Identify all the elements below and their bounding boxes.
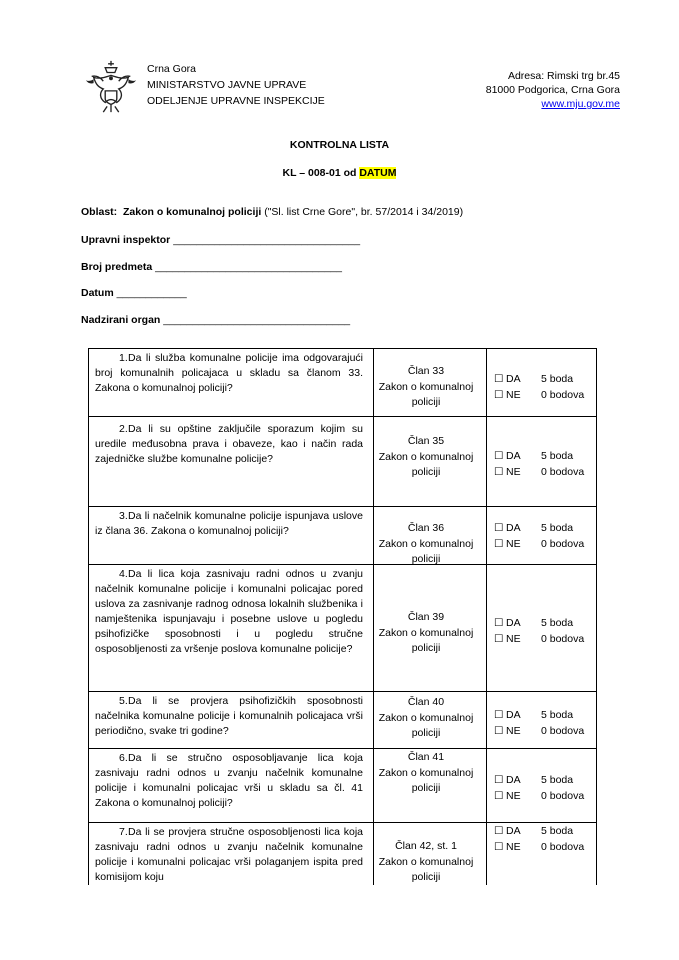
org-ministry: MINISTARSTVO JAVNE UPRAVE bbox=[147, 79, 307, 91]
field-blank[interactable]: ________________________________ bbox=[163, 314, 351, 326]
table-row-5-answer bbox=[494, 707, 594, 739]
table-border bbox=[486, 348, 487, 885]
table-border bbox=[88, 348, 597, 349]
document-code bbox=[0, 167, 679, 179]
field-label: Datum bbox=[81, 287, 114, 299]
checkbox-icon[interactable]: ☐ bbox=[494, 725, 504, 737]
item-number: 1. bbox=[119, 352, 128, 364]
checkbox-icon[interactable]: ☐ bbox=[494, 617, 504, 629]
answer-yes[interactable]: ☐ DA 5 boda bbox=[494, 617, 574, 629]
field-blank[interactable]: ____________ bbox=[116, 287, 187, 299]
montenegro-coat-of-arms-icon bbox=[82, 58, 140, 116]
item-number: 6. bbox=[119, 752, 128, 764]
checkbox-icon[interactable]: ☐ bbox=[494, 774, 504, 786]
answer-no[interactable]: ☐ NE 0 bodova bbox=[494, 389, 585, 401]
field-label: Broj predmeta bbox=[81, 261, 153, 273]
answer-no[interactable]: ☐ NE 0 bodova bbox=[494, 538, 585, 550]
table-row-6-answer bbox=[494, 772, 594, 804]
checkbox-icon[interactable]: ☐ bbox=[494, 841, 504, 853]
answer-yes[interactable]: ☐ DA 5 boda bbox=[494, 709, 574, 721]
answer-no[interactable]: ☐ NE 0 bodova bbox=[494, 633, 585, 645]
checkbox-icon[interactable]: ☐ bbox=[494, 538, 504, 550]
org-department: ODELJENJE UPRAVNE INSPEKCIJE bbox=[147, 95, 325, 107]
checkbox-icon[interactable]: ☐ bbox=[494, 450, 504, 462]
organization-block bbox=[147, 61, 325, 109]
question-text: Da li služba komunalne policije ima odgovarajući broj komunalnih policajaca u skladu sa članom 33. Zakona o komunalnoj policiji? bbox=[95, 352, 363, 394]
address-city: 81000 Podgorica, Crna Gora bbox=[485, 84, 620, 96]
table-row-3-answer bbox=[494, 520, 594, 552]
field-blank[interactable]: ________________________________ bbox=[173, 234, 361, 246]
article-number: Član 35 bbox=[407, 435, 445, 447]
item-number: 3. bbox=[119, 510, 128, 522]
table-row-4-answer bbox=[494, 615, 594, 647]
table-row-7-question bbox=[95, 825, 363, 885]
question-text: Da li lica koja zasnivaju radni odnos u zvanju načelnik komunalne policije i komunalni policajac pored uslova za zasnivanje radnog odnosa lokalnih službenika i namještenika ispunjavaju i posebne uslove u pogledu psihofizičke sposobnosti i u pogledu stručne osposobljenosti za vršenje poslova komunalne policije? bbox=[95, 568, 363, 655]
checkbox-icon[interactable]: ☐ bbox=[494, 633, 504, 645]
table-row-6-question bbox=[95, 751, 363, 821]
field-label: Nadzirani organ bbox=[81, 314, 161, 326]
item-number: 5. bbox=[119, 695, 128, 707]
question-text: Da li su opštine zaključile sporazum kojim su uredile međusobna prava i obaveze, kao i način rada zajedničke službe komunalne policije? bbox=[95, 423, 363, 465]
answer-yes[interactable]: ☐ DA 5 boda bbox=[494, 522, 574, 534]
checkbox-icon[interactable]: ☐ bbox=[494, 790, 504, 802]
field-datum bbox=[81, 287, 187, 299]
table-row-4-question bbox=[95, 567, 363, 689]
checkbox-icon[interactable]: ☐ bbox=[494, 522, 504, 534]
law-name: Zakon o komunalnoj policiji bbox=[378, 711, 474, 739]
law-name: Zakon o komunalnoj policiji bbox=[378, 537, 474, 565]
item-number: 4. bbox=[119, 568, 128, 580]
org-country: Crna Gora bbox=[147, 63, 197, 75]
table-border bbox=[88, 416, 597, 417]
table-row-6-article bbox=[367, 750, 485, 797]
answer-yes[interactable]: ☐ DA 5 boda bbox=[494, 774, 574, 786]
question-text: Da li se provjera psihofizičkih sposobnosti načelnika komunalne policije i komunalnih policajaca vrši periodično, svake tri godine? bbox=[95, 695, 363, 737]
oblast-law: Zakon o komunalnoj policiji bbox=[123, 206, 262, 218]
address-street: Adresa: Rimski trg br.45 bbox=[507, 70, 620, 82]
table-border bbox=[88, 564, 597, 565]
law-name: Zakon o komunalnoj policiji bbox=[378, 450, 474, 478]
table-border bbox=[88, 348, 89, 885]
checkbox-icon[interactable]: ☐ bbox=[494, 709, 504, 721]
question-text: Da li se provjera stručne osposobljenosti lica koja zasnivaju radni odnos u zvanju načelnik komunalne policije i komunalni policajac vrši polaganjem ispita pred komisijom koju bbox=[95, 826, 363, 883]
table-row-2-article bbox=[367, 434, 485, 481]
table-row-3-article bbox=[367, 521, 485, 568]
answer-no[interactable]: ☐ NE 0 bodova bbox=[494, 725, 585, 737]
article-number: Član 42, st. 1 bbox=[395, 840, 457, 852]
table-row-2-answer bbox=[494, 448, 594, 480]
answer-no[interactable]: ☐ NE 0 bodova bbox=[494, 466, 585, 478]
law-name: Zakon o komunalnoj policiji bbox=[378, 380, 474, 408]
oblast-gazette-ref: ("Sl. list Crne Gore", br. 57/2014 i 34/2019) bbox=[261, 206, 464, 218]
question-text: Da li načelnik komunalne policije ispunjava uslove iz člana 36. Zakona o komunalnoj policiji? bbox=[95, 510, 363, 537]
article-number: Član 39 bbox=[407, 611, 445, 623]
table-row-1-question bbox=[95, 351, 363, 414]
answer-no[interactable]: ☐ NE 0 bodova bbox=[494, 841, 585, 853]
law-name: Zakon o komunalnoj policiji bbox=[378, 766, 474, 794]
oblast-line bbox=[81, 206, 463, 218]
answer-yes[interactable]: ☐ DA 5 boda bbox=[494, 373, 574, 385]
table-border bbox=[88, 506, 597, 507]
checkbox-icon[interactable]: ☐ bbox=[494, 466, 504, 478]
table-row-5-article bbox=[367, 695, 485, 742]
item-number: 7. bbox=[119, 826, 128, 838]
document-title: KONTROLNA LISTA bbox=[289, 139, 390, 151]
answer-yes[interactable]: ☐ DA 5 boda bbox=[494, 825, 574, 837]
checkbox-icon[interactable]: ☐ bbox=[494, 373, 504, 385]
field-nadzirani-organ bbox=[81, 314, 350, 326]
table-row-3-question bbox=[95, 509, 363, 562]
address-block bbox=[486, 69, 620, 111]
table-row-7-answer bbox=[494, 823, 594, 855]
table-border bbox=[596, 348, 597, 885]
field-blank[interactable]: ________________________________ bbox=[155, 261, 342, 273]
article-number: Član 36 bbox=[407, 522, 445, 534]
article-number: Član 33 bbox=[407, 365, 445, 377]
item-number: 2. bbox=[119, 423, 128, 435]
date-placeholder: DATUM bbox=[359, 167, 397, 179]
table-row-1-article bbox=[367, 364, 485, 411]
table-row-2-question bbox=[95, 422, 363, 504]
article-number: Član 40 bbox=[407, 696, 445, 708]
law-name: Zakon o komunalnoj policiji bbox=[378, 626, 474, 654]
field-upravni-inspektor bbox=[81, 234, 360, 246]
field-label: Upravni inspektor bbox=[81, 234, 171, 246]
article-number: Član 41 bbox=[407, 751, 445, 763]
question-text: Da li se stručno osposobljavanje lica koja zasnivaju radni odnos u zvanju načelnik komunalne policije i komunalni policajac vrši u skladu sa čl. 41 Zakona o komunalnoj policiji? bbox=[95, 752, 363, 809]
field-broj-predmeta bbox=[81, 261, 342, 273]
checkbox-icon[interactable]: ☐ bbox=[494, 825, 504, 837]
table-row-5-question bbox=[95, 694, 363, 744]
table-row-7-article bbox=[367, 839, 485, 886]
checkbox-icon[interactable]: ☐ bbox=[494, 389, 504, 401]
oblast-label: Oblast: bbox=[81, 206, 118, 218]
document-code-prefix: KL – 008-01 od bbox=[282, 167, 357, 179]
table-border bbox=[88, 691, 597, 692]
table-border bbox=[88, 748, 597, 749]
answer-no[interactable]: ☐ NE 0 bodova bbox=[494, 790, 585, 802]
law-name: Zakon o komunalnoj policiji bbox=[378, 855, 474, 883]
table-row-1-answer bbox=[494, 371, 594, 403]
website-link[interactable]: www.mju.gov.me bbox=[541, 98, 620, 110]
table-row-4-article bbox=[367, 610, 485, 657]
answer-yes[interactable]: ☐ DA 5 boda bbox=[494, 450, 574, 462]
